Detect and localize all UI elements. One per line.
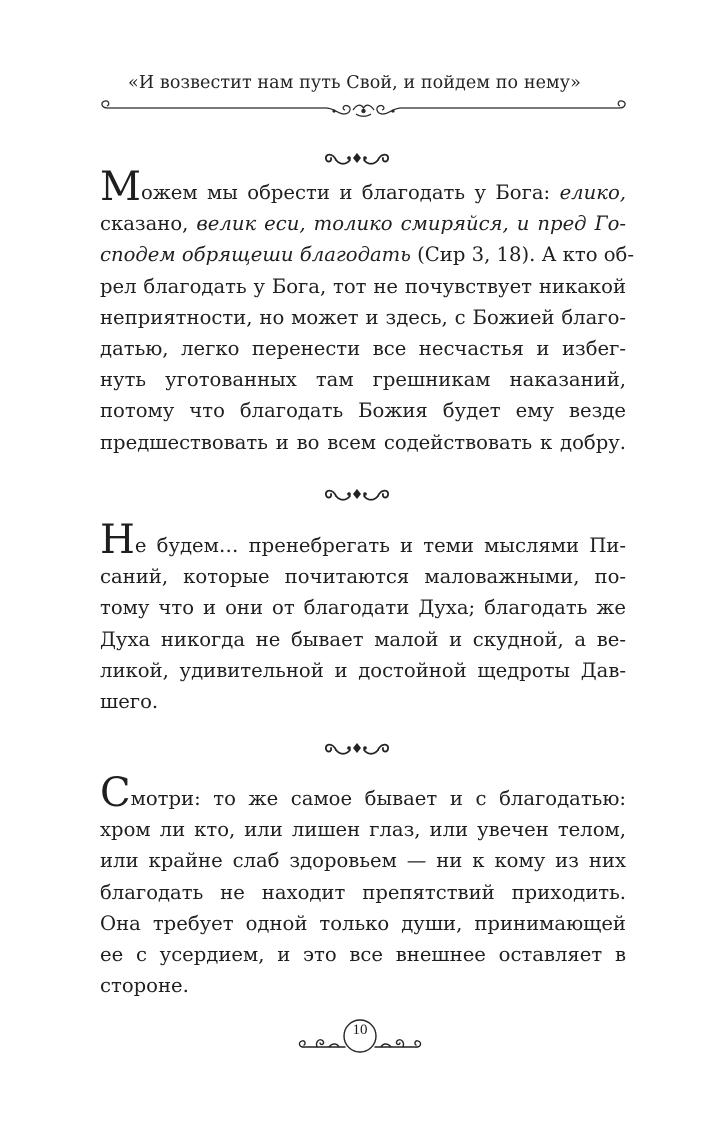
- text-line: хром ли кто, или лишен глаз, или увечен телом,: [100, 818, 626, 842]
- text-line: тому что и они от благодати Духа; благодать же: [100, 596, 626, 620]
- paragraph-1: [100, 164, 634, 458]
- text-line: [100, 770, 626, 816]
- italic-quote: елико,: [559, 181, 626, 204]
- text-run: (Сир 3, 18). А кто об-: [410, 243, 634, 267]
- header-flourish-icon: [98, 96, 629, 122]
- vine-divider-icon: [320, 739, 394, 757]
- text-line: или крайне слаб здоровьем — ни к кому из них: [100, 849, 626, 873]
- drop-cap: С: [100, 770, 131, 816]
- italic-quote: сподем обрящеши благодать: [100, 243, 411, 267]
- text-run: ожем мы обрести и благодать у Бога:: [140, 181, 560, 204]
- text-line: рел благодать у Бога, тот не почувствует никакой: [100, 274, 626, 298]
- page-number: 10: [352, 1022, 368, 1038]
- text-line: нуть уготованных там грешникам наказаний,: [100, 368, 626, 392]
- drop-cap: Н: [100, 517, 135, 563]
- paragraph-3: [100, 770, 626, 1001]
- text-line: датью, легко перенести все несчастья и избег-: [100, 337, 626, 361]
- text-line: благодать не находит препятствий приходить.: [100, 880, 626, 904]
- text-line: потому что благодать Божия будет ему везде: [100, 399, 626, 423]
- text-line: [100, 517, 626, 563]
- vine-divider-icon: [320, 485, 394, 503]
- drop-cap: М: [100, 164, 141, 210]
- text-line: неприятности, но может и здесь, с Божией благо-: [100, 305, 626, 329]
- text-run: е будем… пренебрегать и теми мыслями Пи-: [134, 534, 626, 557]
- text-line: саний, которые почитаются маловажными, по-: [100, 565, 626, 589]
- text-line: [100, 164, 626, 210]
- text-line: стороне.: [100, 974, 189, 998]
- text-line: Она требует одной только души, принимающей: [100, 911, 626, 935]
- text-line: предшествовать и во всем содействовать к добру.: [100, 430, 626, 454]
- text-run: сказано,: [100, 212, 197, 236]
- text-line: Духа никогда не бывает малой и скудной, а ве-: [100, 627, 626, 651]
- vine-divider-icon: [320, 149, 394, 167]
- text-run: мотри: то же самое бывает и с благодатью:: [130, 787, 626, 810]
- text-line: шего.: [100, 690, 159, 714]
- text-line: ее с усердием, и это все внешнее оставляет в: [100, 943, 626, 967]
- text-line: ликой, удивительной и достойной щедроты Дав-: [100, 658, 626, 682]
- text-line: [100, 208, 626, 239]
- paragraph-2: [100, 517, 626, 717]
- italic-quote: велик еси, толико смиряйся, и пред Го-: [196, 212, 626, 236]
- text-line: [100, 239, 634, 270]
- running-title: «И возвестит нам путь Свой, и пойдем по нему»: [128, 73, 581, 93]
